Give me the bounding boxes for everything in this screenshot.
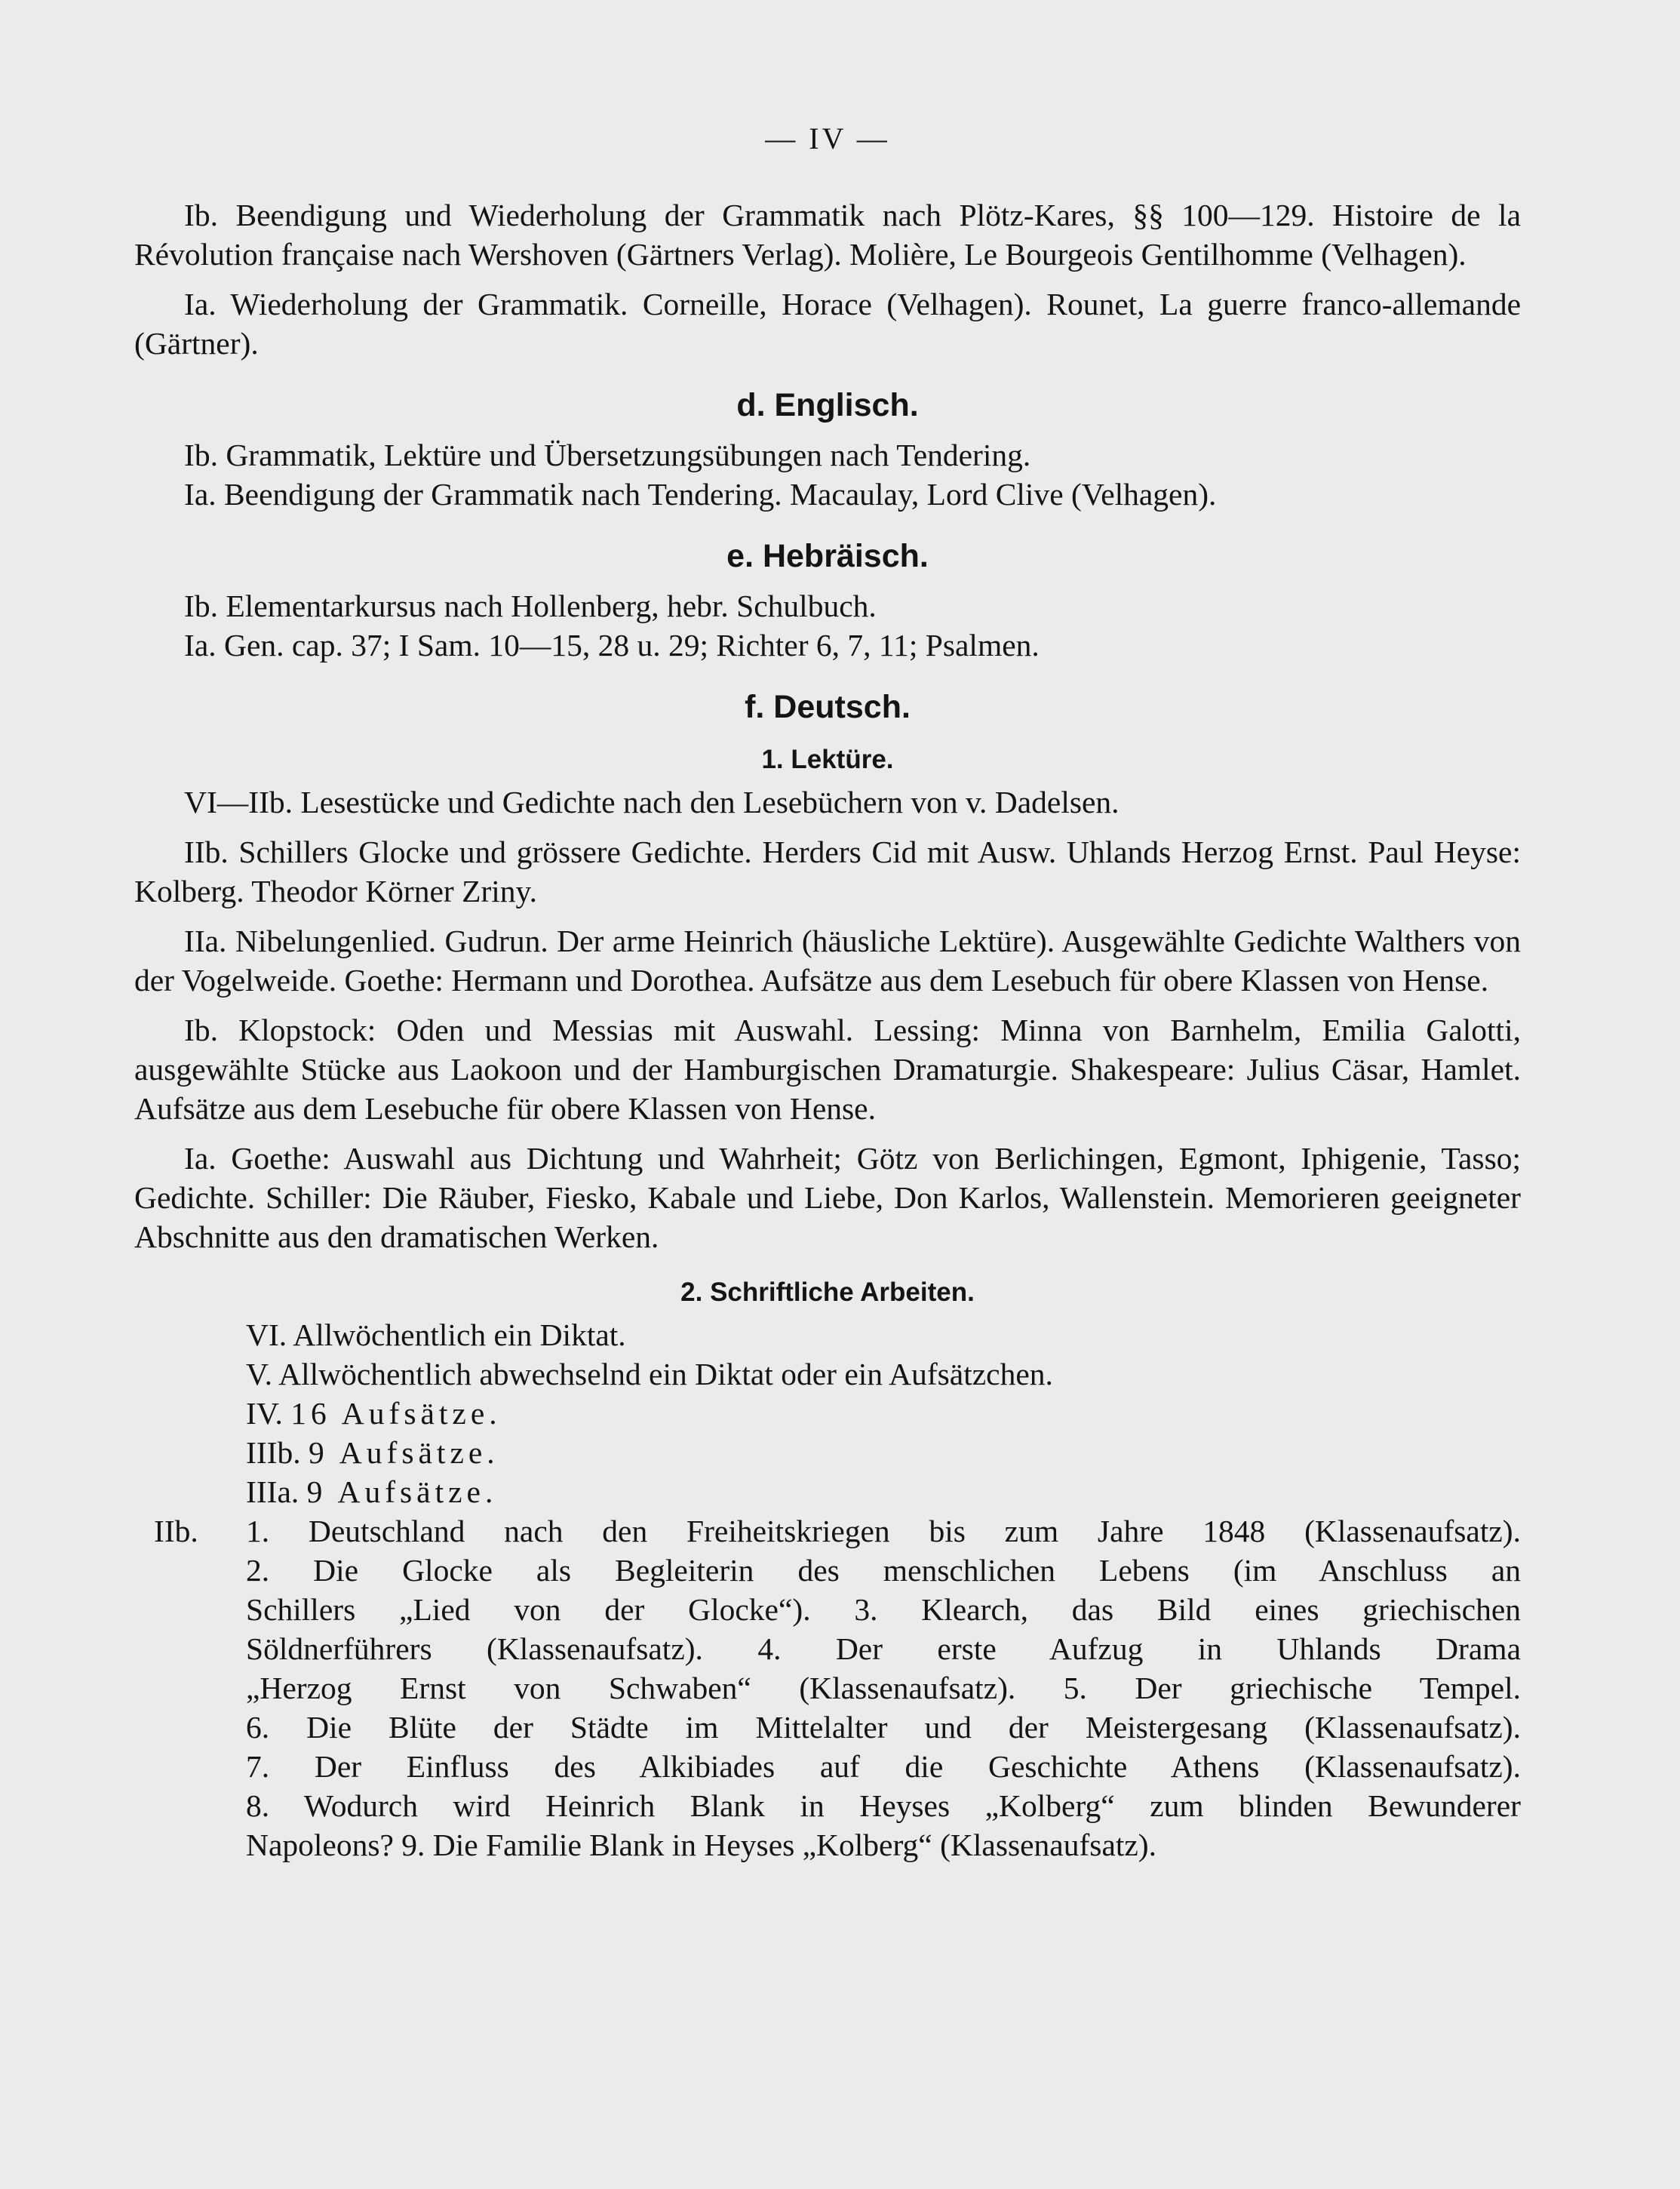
english-line-ia: Ia. Beendigung der Grammatik nach Tendering. Macaulay, Lord Clive (Velhagen).: [184, 477, 1217, 512]
hebrew-line-ia: Ia. Gen. cap. 37; I Sam. 10—15, 28 u. 29; Richter 6, 7, 11; Psalmen.: [184, 628, 1040, 663]
iib-line: Söldnerführers (Klassenaufsatz). 4. Der erste Aufzug in Uhlands Drama: [246, 1631, 1521, 1666]
german-reading-iib: IIb. Schillers Glocke und grössere Gedichte. Herders Cid mit Ausw. Uhlands Herzog Ernst. Paul Heyse: Kolberg. Theodor Körner Zriny.: [134, 835, 1521, 908]
writing-text: 9 Aufsätze.: [308, 1435, 499, 1470]
writing-row-iiib: [134, 1433, 1521, 1472]
writing-grade: IIIb.: [246, 1435, 301, 1470]
writing-text: Allwöchentlich ein Diktat.: [293, 1317, 626, 1352]
iib-line: „Herzog Ernst von Schwaben“ (Klassenaufsatz). 5. Der griechische Tempel.: [246, 1671, 1521, 1705]
section-heading-hebrew: e. Hebräisch.: [726, 538, 929, 574]
subheading-written-work: 2. Schriftliche Arbeiten.: [680, 1277, 975, 1307]
german-reading-iia: IIa. Nibelungenlied. Gudrun. Der arme Heinrich (häusliche Lektüre). Ausgewählte Gedichte Walthers von der Vogelweide. Goethe: Hermann und Dorothea. Aufsätze aus dem Lesebuch für obere Klassen von Hense.: [134, 924, 1521, 998]
writing-grade: V.: [246, 1357, 272, 1391]
writing-row-v: [134, 1354, 1521, 1394]
iib-line: 6. Die Blüte der Städte im Mittelalter und der Meistergesang (Klassenaufsatz).: [246, 1710, 1521, 1745]
iib-line: 2. Die Glocke als Begleiterin des menschlichen Lebens (im Anschluss an: [246, 1553, 1521, 1588]
iib-line: Schillers „Lied von der Glocke“). 3. Klearch, das Bild eines griechischen: [246, 1592, 1521, 1627]
writing-row-iiia: [134, 1472, 1521, 1511]
writing-row-iib: [134, 1511, 1521, 1865]
german-reading-ib: Ib. Klopstock: Oden und Messias mit Auswahl. Lessing: Minna von Barnhelm, Emilia Galotti, ausgewählte Stücke aus Laokoon und der Hamburgischen Dramaturgie. Shakespeare: Julius Cäsar, Hamlet. Aufsätze aus dem Lesebuche für obere Klassen von Hense.: [134, 1013, 1521, 1126]
english-line-ib: Ib. Grammatik, Lektüre und Übersetzungsübungen nach Tendering.: [184, 438, 1031, 472]
iib-line: 7. Der Einfluss des Alkibiades auf die Geschichte Athens (Klassenaufsatz).: [246, 1749, 1521, 1784]
paragraph-french-ia: Ia. Wiederholung der Grammatik. Corneille, Horace (Velhagen). Rounet, La guerre franco-allemande (Gärtner).: [134, 287, 1521, 361]
writing-row-iv: [134, 1394, 1521, 1433]
german-reading-vi-iib: VI—IIb. Lesestücke und Gedichte nach den Lesebüchern von v. Dadelsen.: [184, 785, 1119, 819]
iib-line: 8. Wodurch wird Heinrich Blank in Heyses „Kolberg“ zum blinden Bewunderer: [246, 1788, 1521, 1823]
paragraph-french-ib: Ib. Beendigung und Wiederholung der Grammatik nach Plötz-Kares, §§ 100—129. Histoire de la Révolution française nach Wershoven (Gärtners Verlag). Molière, Le Bourgeois Gentilhomme (Velhagen).: [134, 198, 1521, 272]
hebrew-line-ib: Ib. Elementarkursus nach Hollenberg, hebr. Schulbuch.: [184, 589, 877, 623]
writing-row-vi: [134, 1315, 1521, 1354]
page-number: — IV —: [765, 121, 890, 155]
writing-grade: IV.: [246, 1396, 283, 1431]
writing-text: Allwöchentlich abwechselnd ein Diktat oder ein Aufsätzchen.: [278, 1357, 1053, 1391]
writing-grade: IIIa.: [246, 1474, 299, 1509]
iib-line: Napoleons? 9. Die Familie Blank in Heyses „Kolberg“ (Klassenaufsatz).: [246, 1828, 1157, 1862]
german-reading-ia: Ia. Goethe: Auswahl aus Dichtung und Wahrheit; Götz von Berlichingen, Egmont, Iphigenie, Tasso; Gedichte. Schiller: Die Räuber, Fiesko, Kabale und Liebe, Don Karlos, Wallenstein. Memorieren geeigneter Abschnitte aus den dramatischen Werken.: [134, 1141, 1521, 1254]
section-heading-german: f. Deutsch.: [745, 689, 911, 725]
subheading-reading: 1. Lektüre.: [761, 745, 894, 774]
document-page: [134, 121, 1521, 1865]
section-heading-english: d. Englisch.: [736, 387, 919, 423]
writing-grade-iib: IIb.: [154, 1514, 198, 1548]
writing-text: 9 Aufsätze.: [306, 1474, 498, 1509]
writing-grade: VI.: [246, 1317, 287, 1352]
iib-assignment-list: [246, 1511, 1521, 1865]
writing-text: 16 Aufsätze.: [290, 1396, 502, 1431]
iib-line: 1. Deutschland nach den Freiheitskriegen bis zum Jahre 1848 (Klassenaufsatz).: [246, 1514, 1521, 1548]
